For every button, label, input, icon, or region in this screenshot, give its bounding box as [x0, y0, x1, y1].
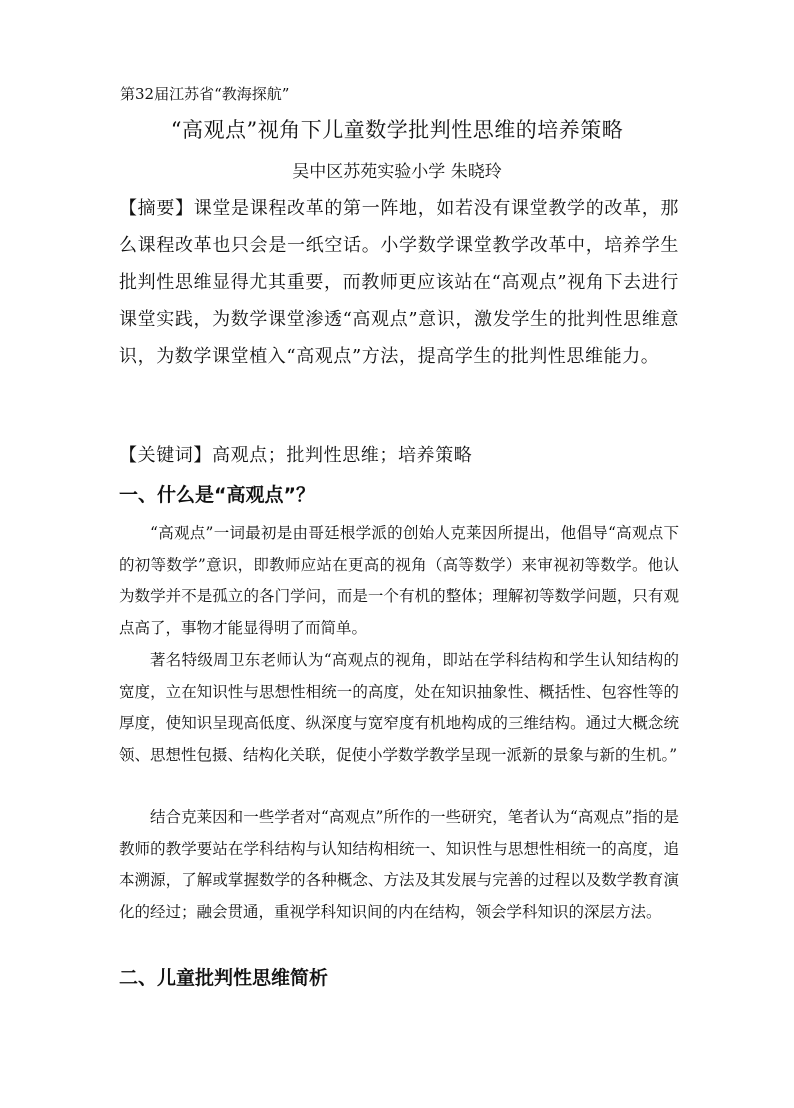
page-title: “高观点”视角下儿童数学批判性思维的培养策略 — [170, 118, 624, 142]
section-1-paragraph-1: “高观点”一词最初是由哥廷根学派的创始人克莱因所提出，他倡导“高观点下的初等数学”意识，即教师应站在更高的视角（高等数学）来审视初等数学。他认为数学并不是孤立的各门学问，而是一个有机的整体；理解初等数学问题，只有观点高了，事物才能显得明了而简单。 — [119, 524, 679, 637]
section-1-paragraph-2: 著名特级周卫东老师认为“高观点的视角，即站在学科结构和学生认知结构的宽度，立在知识性与思想性相统一的高度，处在知识抽象性、概括性、包容性等的厚度，使知识呈现高低度、纵深度与宽窄度有机地构成的三维结构。通过大概念统领、思想性包摄、结构化关联，促使小学数学教学呈现一派新的景象与新的生机。” — [119, 651, 679, 764]
keywords-text: 高观点；批判性思维；培养策略 — [212, 445, 473, 466]
header-note: 第32届江苏省“教海探航” — [120, 85, 290, 103]
author-line: 吴中区苏苑实验小学 朱晓玲 — [292, 162, 502, 182]
section-1-paragraph-3: 结合克莱因和一些学者对“高观点”所作的一些研究，笔者认为“高观点”指的是教师的教学要站在学科结构与认知结构相统一、知识性与思想性相统一的高度，追本溯源，了解或掌握数学的各种概念、方法及其发展与完善的过程以及数学教育演化的经过；融会贯通，重视学科知识间的内在结构，领会学科知识的深层方法。 — [119, 808, 679, 921]
keywords-label: 【关键词】 — [119, 445, 212, 466]
abstract-text: 课堂是课程改革的第一阵地，如若没有课堂教学的改革，那么课程改革也只会是一纸空话。小学数学课堂教学改革中，培养学生批判性思维显得尤其重要，而教师更应该站在“高观点”视角下去进行课堂实践，为数学课堂渗透“高观点”意识，激发学生的批判性思维意识，为数学课堂植入“高观点”方法，提高学生的批判性思维能力。 — [119, 198, 679, 367]
abstract — [119, 190, 679, 375]
keywords — [119, 437, 679, 474]
section-heading-2: 二、儿童批判性思维简析 — [119, 967, 329, 989]
abstract-label: 【摘要】 — [119, 198, 194, 219]
section-heading-1: 一、什么是“高观点”？ — [119, 484, 315, 506]
